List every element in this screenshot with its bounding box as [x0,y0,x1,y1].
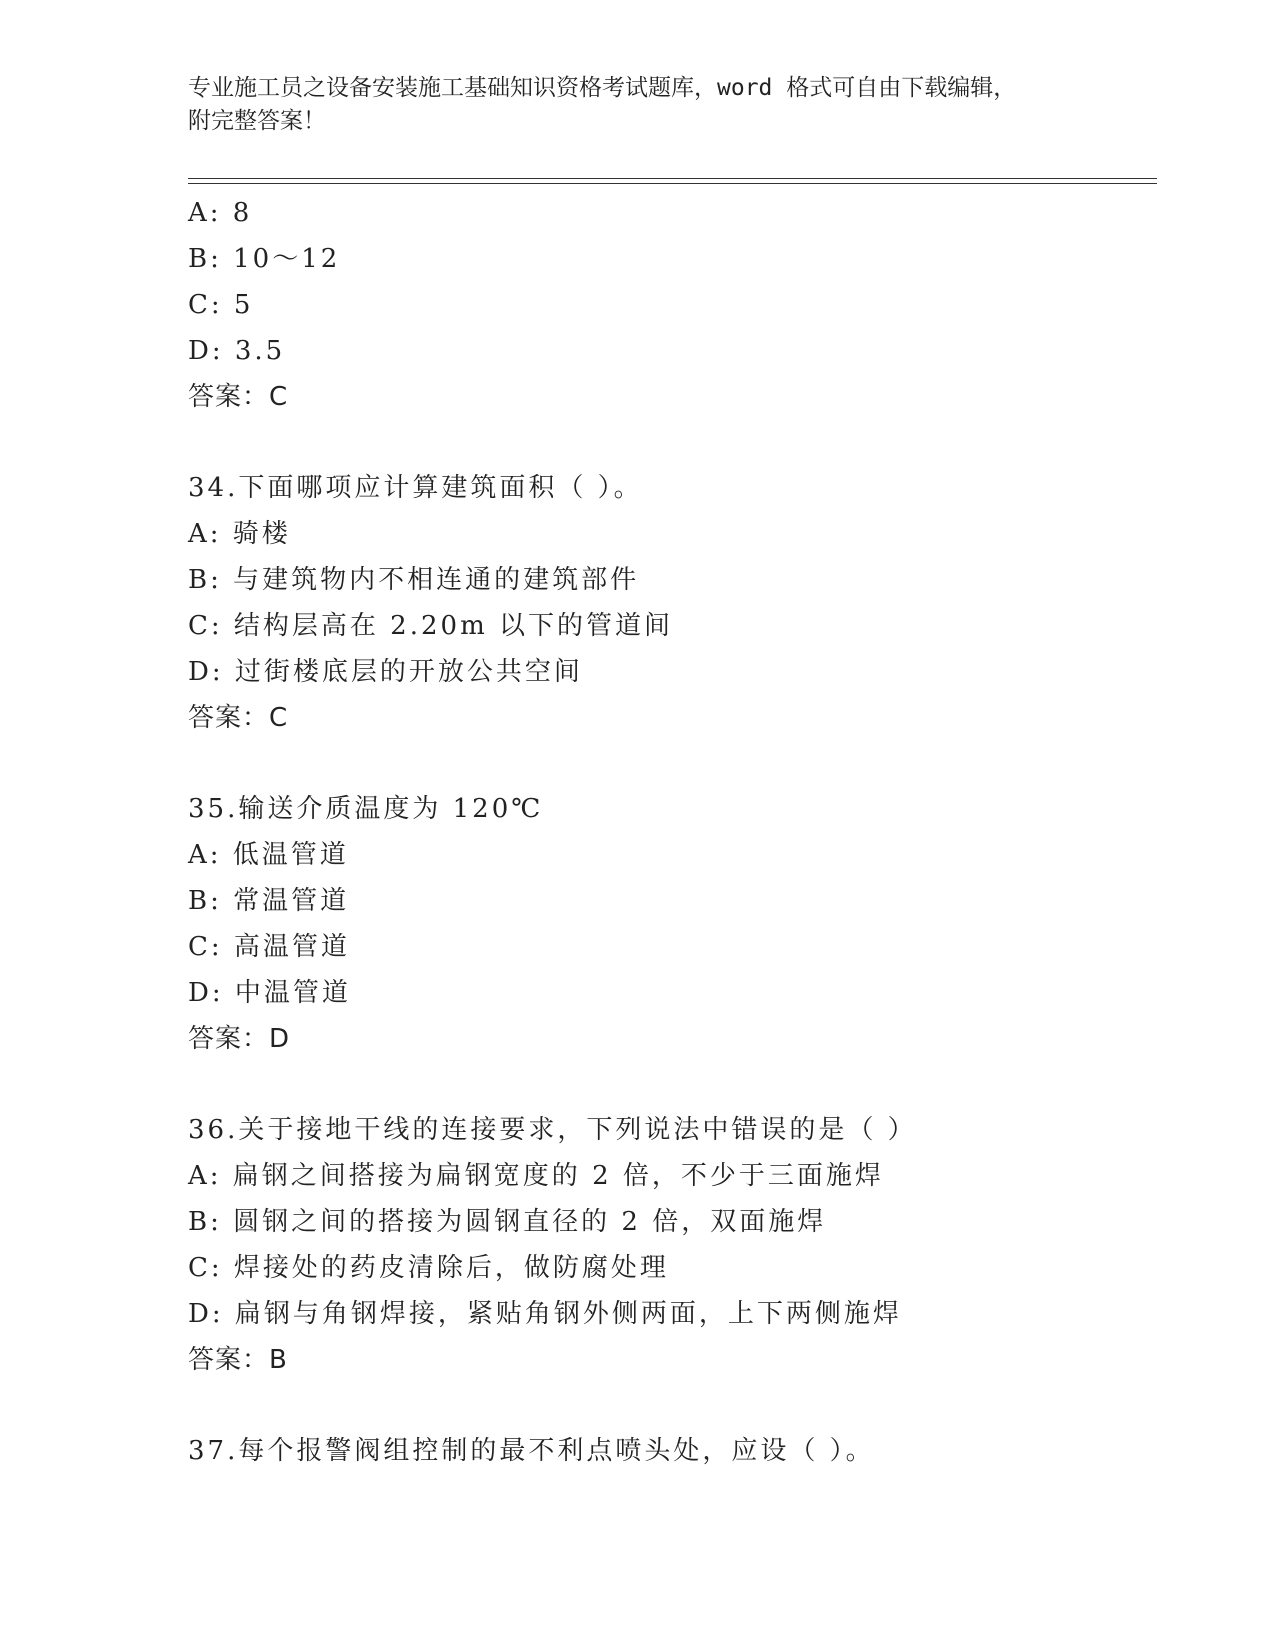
header-line-2: 附完整答案！ [188,108,326,134]
document-header [188,72,1068,138]
option-a: A: 8 [188,198,253,228]
option-c: C: 高温管道 [188,932,350,962]
spacer [188,741,1148,786]
spacer [188,420,1148,465]
question-list [188,190,1148,1474]
question-block-34 [188,465,1148,741]
spacer [188,1062,1148,1107]
question-block-33 [188,190,1148,420]
question-block-37 [188,1428,1148,1474]
question-text: 37.每个报警阀组控制的最不利点喷头处，应设（ ）。 [188,1436,875,1466]
option-a: A: 骑楼 [188,519,291,549]
option-d: D: 3.5 [188,336,286,366]
question-block-35 [188,786,1148,1062]
header-rule-top [188,178,1157,179]
option-b: B: 10～12 [188,244,341,274]
answer-line: 答案：D [188,1024,291,1054]
question-text: 36.关于接地干线的连接要求，下列说法中错误的是（ ） [188,1115,917,1145]
option-b: B: 圆钢之间的搭接为圆钢直径的 2 倍，双面施焊 [188,1207,827,1237]
option-d: D: 扁钢与角钢焊接，紧贴角钢外侧两面，上下两侧施焊 [188,1299,902,1329]
option-b: B: 与建筑物内不相连通的建筑部件 [188,565,640,595]
option-c: C: 焊接处的药皮清除后，做防腐处理 [188,1253,669,1283]
answer-line: 答案：C [188,703,289,733]
answer-line: 答案：C [188,382,289,412]
option-c: C: 结构层高在 2.20m 以下的管道间 [188,611,673,641]
spacer [188,1383,1148,1428]
option-a: A: 扁钢之间搭接为扁钢宽度的 2 倍，不少于三面施焊 [188,1161,884,1191]
question-block-36 [188,1107,1148,1383]
option-b: B: 常温管道 [188,886,350,916]
option-d: D: 中温管道 [188,978,351,1008]
option-d: D: 过街楼底层的开放公共空间 [188,657,583,687]
question-text: 34.下面哪项应计算建筑面积（ ）。 [188,473,643,503]
option-a: A: 低温管道 [188,840,349,870]
question-text: 35.输送介质温度为 120℃ [188,794,544,824]
option-c: C: 5 [188,290,254,320]
answer-line: 答案：B [188,1345,288,1375]
header-rule-bottom [188,183,1157,184]
header-line-1: 专业施工员之设备安装施工基础知识资格考试题库，word 格式可自由下载编辑， [188,75,1017,101]
